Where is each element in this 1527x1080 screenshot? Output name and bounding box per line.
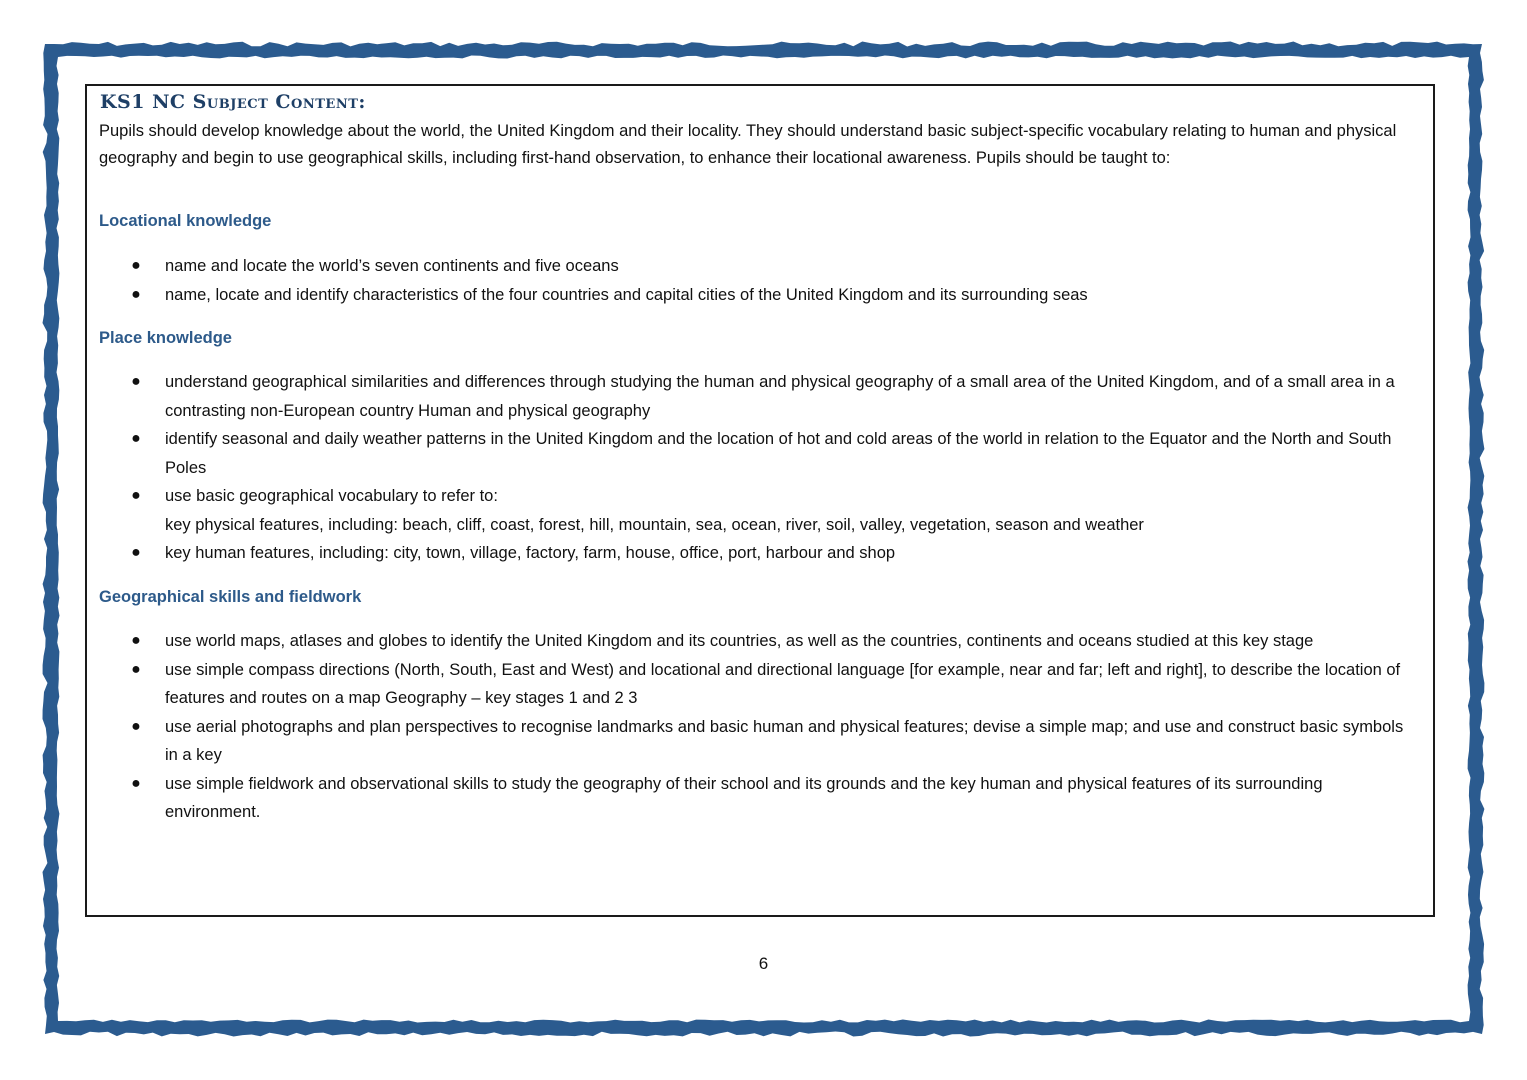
list-item: ● use simple fieldwork and observational skills to study the geography of their school and its grounds and the key human and physical features of its surrounding environment.	[130, 770, 1420, 827]
bullet-icon: ●	[131, 285, 141, 303]
list-item: ● name, locate and identify characteristics of the four countries and capital cities of the United Kingdom and its surrounding seas	[130, 281, 1420, 310]
bullet-icon: ●	[131, 632, 141, 649]
list-place-knowledge	[130, 368, 1420, 568]
list-locational-knowledge	[130, 252, 1420, 309]
bullet-icon: ●	[131, 257, 141, 274]
bullet-icon: ●	[131, 717, 141, 735]
list-item: ● use basic geographical vocabulary to refer to:	[130, 482, 1420, 511]
heading-place-knowledge: Place knowledge	[99, 329, 232, 347]
page-number: 6	[758, 954, 769, 973]
intro-paragraph: Pupils should develop knowledge about the world, the United Kingdom and their locality. They should understand basic subject-specific vocabulary relating to human and physical geography and begin to use geographical skills, including first-hand observation, to enhance their locational awareness. Pupils should be taught to:	[99, 122, 1397, 167]
bullet-icon: ●	[131, 660, 141, 678]
bullet-icon: ●	[131, 430, 141, 447]
list-item: ● use aerial photographs and plan perspectives to recognise landmarks and basic human and physical features; devise a simple map; and use and construct basic symbols in a key	[130, 713, 1420, 770]
list-item: ● understand geographical similarities and differences through studying the human and physical geography of a small area of the United Kingdom, and of a small area in a contrasting non-European country Human and physical geography	[130, 368, 1420, 425]
list-item: ● name and locate the world’s seven continents and five oceans	[130, 252, 1420, 281]
bullet-icon: ●	[131, 774, 141, 792]
list-item: ● identify seasonal and daily weather patterns in the United Kingdom and the location of hot and cold areas of the world in relation to the Equator and the North and South Poles	[130, 425, 1420, 482]
list-item: key physical features, including: beach, cliff, coast, forest, hill, mountain, sea, ocean, river, soil, valley, vegetation, season and weather	[165, 515, 1144, 534]
heading-geographical-skills: Geographical skills and fieldwork	[99, 588, 362, 606]
list-item: ● key human features, including: city, town, village, factory, farm, house, office, port, harbour and shop	[130, 539, 1420, 568]
heading-locational-knowledge: Locational knowledge	[99, 212, 272, 230]
list-item: ● use simple compass directions (North, South, East and West) and locational and directional language [for example, near and far; left and right], to describe the location of features and routes on a map Geography – key stages 1 and 2 3	[130, 656, 1420, 713]
page-title: KS1 NC Subject Content:	[100, 91, 366, 113]
list-geographical-skills	[130, 627, 1420, 827]
bullet-icon: ●	[131, 487, 141, 504]
bullet-icon: ●	[131, 373, 141, 390]
bullet-icon: ●	[131, 544, 141, 561]
list-item: ● use world maps, atlases and globes to identify the United Kingdom and its countries, as well as the countries, continents and oceans studied at this key stage	[130, 627, 1420, 656]
